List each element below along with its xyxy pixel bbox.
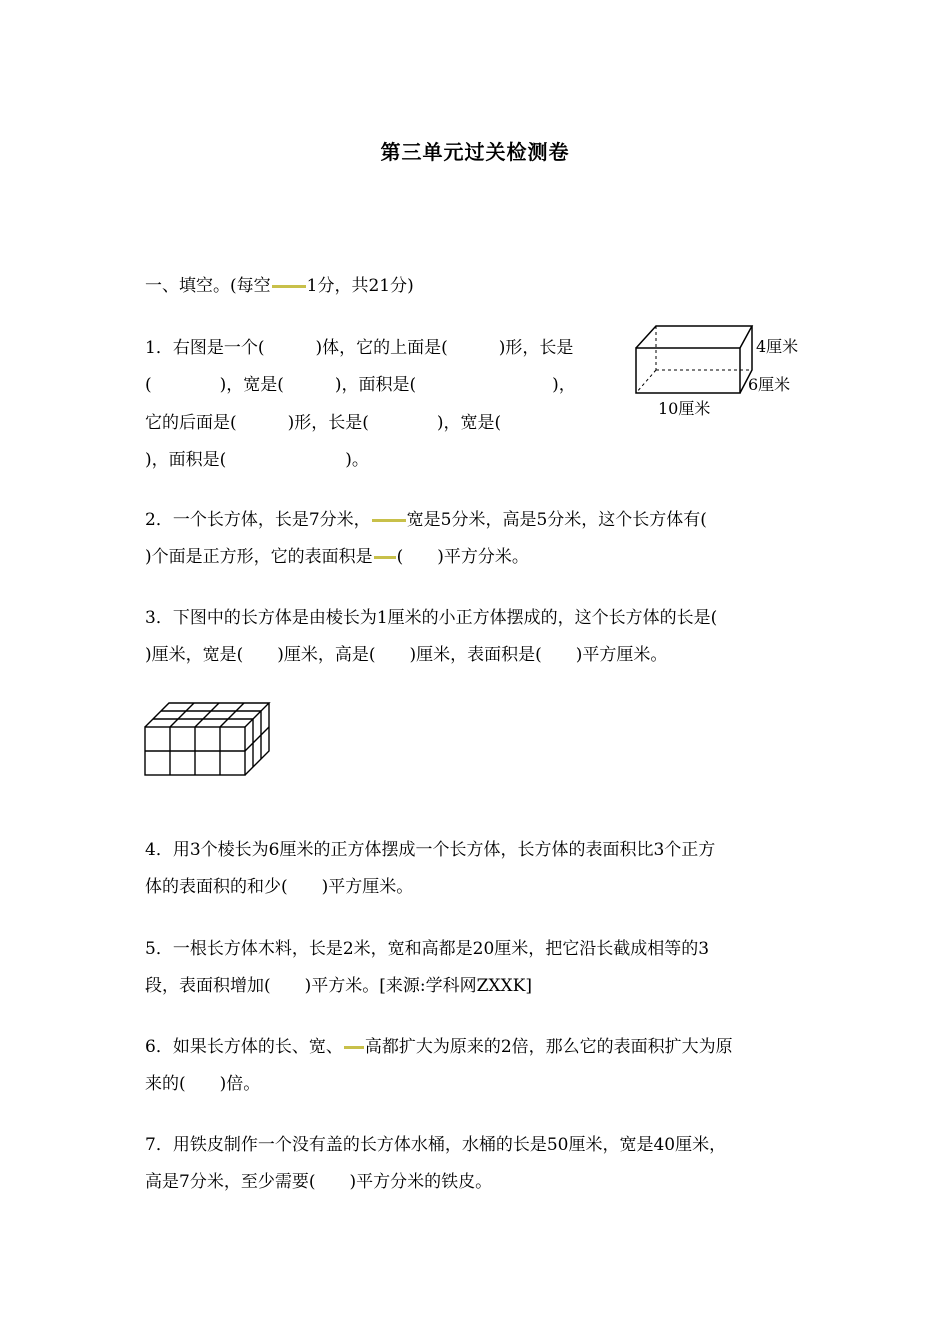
highlight-mark: [372, 519, 406, 522]
cuboid-figure: [628, 318, 828, 422]
highlight-mark: [344, 1046, 364, 1049]
q2-line-1-a: 2．一个长方体，长是7分米，: [145, 510, 371, 530]
highlight-mark: [374, 556, 396, 559]
q2-line-2-b: ( )平方分米。: [396, 547, 529, 567]
q1-line-4: )，面积是( )。: [145, 450, 369, 470]
section-heading-post: 1分，共21分): [306, 276, 414, 296]
q3-line-2: )厘米，宽是( )厘米，高是( )厘米，表面积是( )平方厘米。: [145, 645, 668, 665]
highlight-mark: [272, 285, 306, 288]
q2-line-1-b: 宽是5分米，高是5分米，这个长方体有(: [406, 510, 707, 530]
q2-line-1: [145, 508, 707, 532]
q7-line-1: 7．用铁皮制作一个没有盖的长方体水桶，水桶的长是50厘米，宽是40厘米，: [145, 1135, 727, 1155]
q6-line-1-b: 高都扩大为原来的2倍，那么它的表面积扩大为原: [364, 1037, 733, 1057]
section-heading-pre: 一、填空。(每空: [145, 276, 271, 296]
cube-stack-figure: [140, 698, 275, 780]
q4-line-1: 4．用3个棱长为6厘米的正方体摆成一个长方体，长方体的表面积比3个正方: [145, 840, 716, 860]
q6-line-2: 来的( )倍。: [145, 1074, 261, 1094]
page-title: 第三单元过关检测卷: [380, 140, 570, 164]
q6-line-1: [145, 1035, 733, 1059]
q1-line-1: 1．右图是一个( )体，它的上面是( )形，长是: [145, 338, 574, 358]
q5-line-1: 5．一根长方体木料，长是2米，宽和高都是20厘米，把它沿长截成相等的3: [145, 939, 710, 959]
q1-line-3: 它的后面是( )形，长是( )，宽是(: [145, 413, 502, 433]
q7-line-2: 高是7分米，至少需要( )平方分米的铁皮。: [145, 1172, 493, 1192]
q5-line-2: 段，表面积增加( )平方米。[来源:学科网ZXXK]: [145, 976, 532, 996]
section-1-heading: [145, 274, 414, 298]
q4-line-2: 体的表面积的和少( )平方厘米。: [145, 877, 414, 897]
q1-line-2: ( )，宽是( )，面积是( )，: [145, 375, 576, 395]
q6-line-1-a: 6．如果长方体的长、宽、: [145, 1037, 343, 1057]
q3-line-1: 3．下图中的长方体是由棱长为1厘米的小正方体摆成的，这个长方体的长是(: [145, 608, 718, 628]
label-width: 6厘米: [748, 375, 791, 394]
q2-line-2: [145, 545, 529, 569]
label-height: 4厘米: [756, 337, 799, 356]
q2-line-2-a: )个面是正方形，它的表面积是: [145, 547, 373, 567]
label-length: 10厘米: [658, 399, 711, 418]
